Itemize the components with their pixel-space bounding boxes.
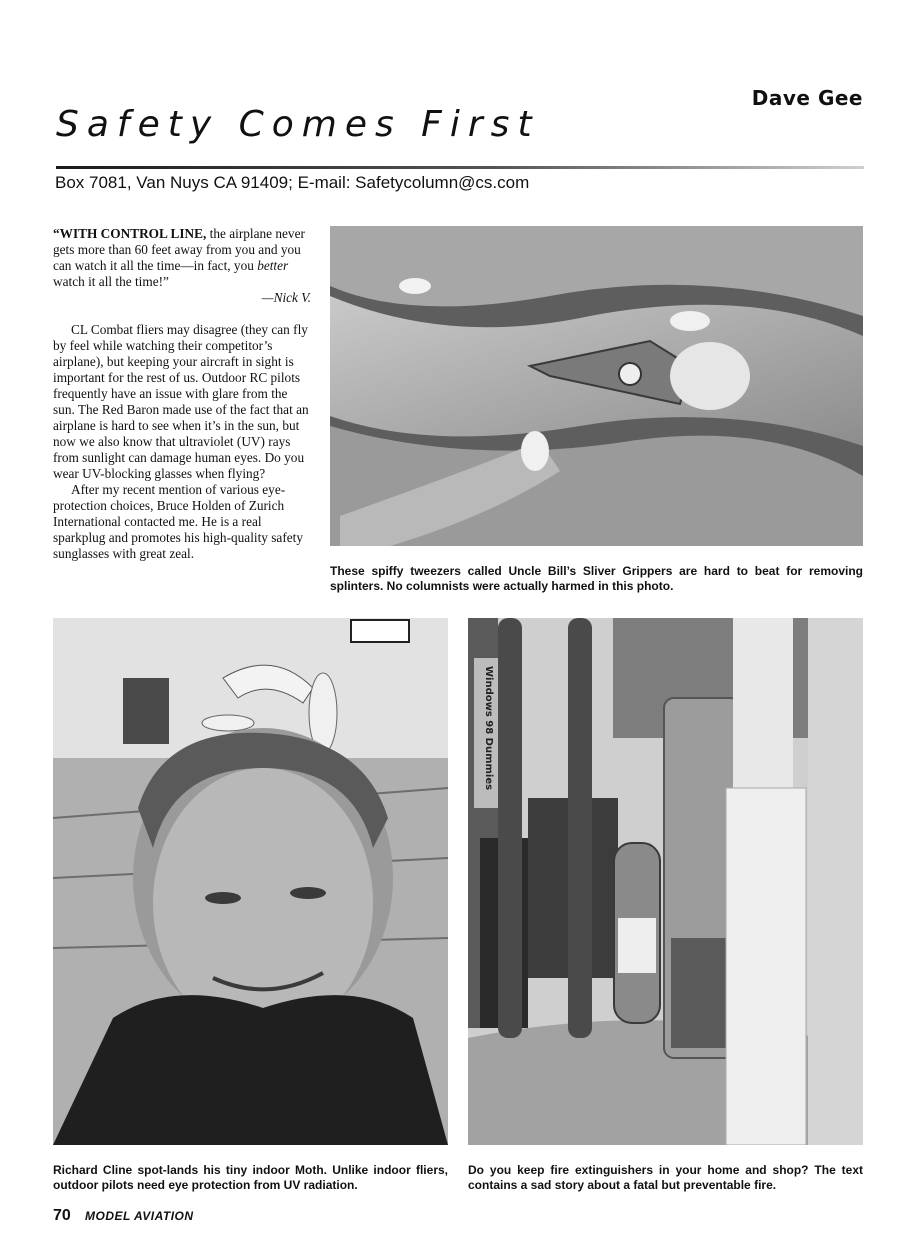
quote-part1: the airplane never gets more than 60 feet away from you and you can watch it all the time—in fact, you <box>53 226 305 273</box>
paragraph-1: CL Combat fliers may disagree (they can fly by feel while watching their competitor’s airplane), but keeping your aircraft in sight is important for the rest of us. Outdoor RC pilots frequently have an issue with glare from the sun. The Red Baron made use of the fact that an airplane is hard to see when it’s in the sun, but now we also know that ultraviolet (UV) rays from sunlight can damage human eyes. Do you wear UV-blocking glasses when flying? <box>53 322 309 481</box>
page-number: 70 <box>53 1207 71 1224</box>
cline-photo <box>53 618 448 1145</box>
cline-caption: Richard Cline spot-lands his tiny indoor Moth. Unlike indoor fliers, outdoor pilots need eye protection from UV radiation. <box>53 1163 448 1192</box>
quote-part2: watch it all the time!” <box>53 274 169 289</box>
extinguisher-caption: Do you keep fire extinguishers in your home and shop? The text contains a sad story about a fatal but preventable fire. <box>468 1163 863 1192</box>
paragraph-2: After my recent mention of various eye-protection choices, Bruce Holden of Zurich International contacted me. He is a real sparkplug and promotes his high-quality safety sunglasses with great zeal. <box>53 482 304 561</box>
extinguisher-illustration <box>468 618 863 1145</box>
quote-lead: “WITH CONTROL LINE, <box>53 226 207 241</box>
quote-attribution: —Nick V. <box>261 290 311 305</box>
tweezers-caption: These spiffy tweezers called Uncle Bill’s Sliver Grippers are hard to beat for removing splinters. No columnists were actually harmed in this photo. <box>330 564 863 593</box>
extinguisher-photo <box>468 618 863 1145</box>
cline-illustration <box>53 618 448 1145</box>
header-rule <box>56 166 864 169</box>
quote-emphasis: better <box>257 258 289 273</box>
tweezers-illustration <box>330 226 863 546</box>
magazine-name: MODEL AVIATION <box>85 1209 194 1223</box>
article-title: Safety Comes First <box>56 104 540 145</box>
opening-quote <box>53 226 311 290</box>
author-name: Dave Gee <box>751 86 863 110</box>
tweezers-photo <box>330 226 863 546</box>
book-spine-windows: Windows 98 Dummies <box>483 666 494 791</box>
article-column <box>53 226 311 562</box>
contact-line: Box 7081, Van Nuys CA 91409; E-mail: Safetycolumn@cs.com <box>55 173 530 192</box>
